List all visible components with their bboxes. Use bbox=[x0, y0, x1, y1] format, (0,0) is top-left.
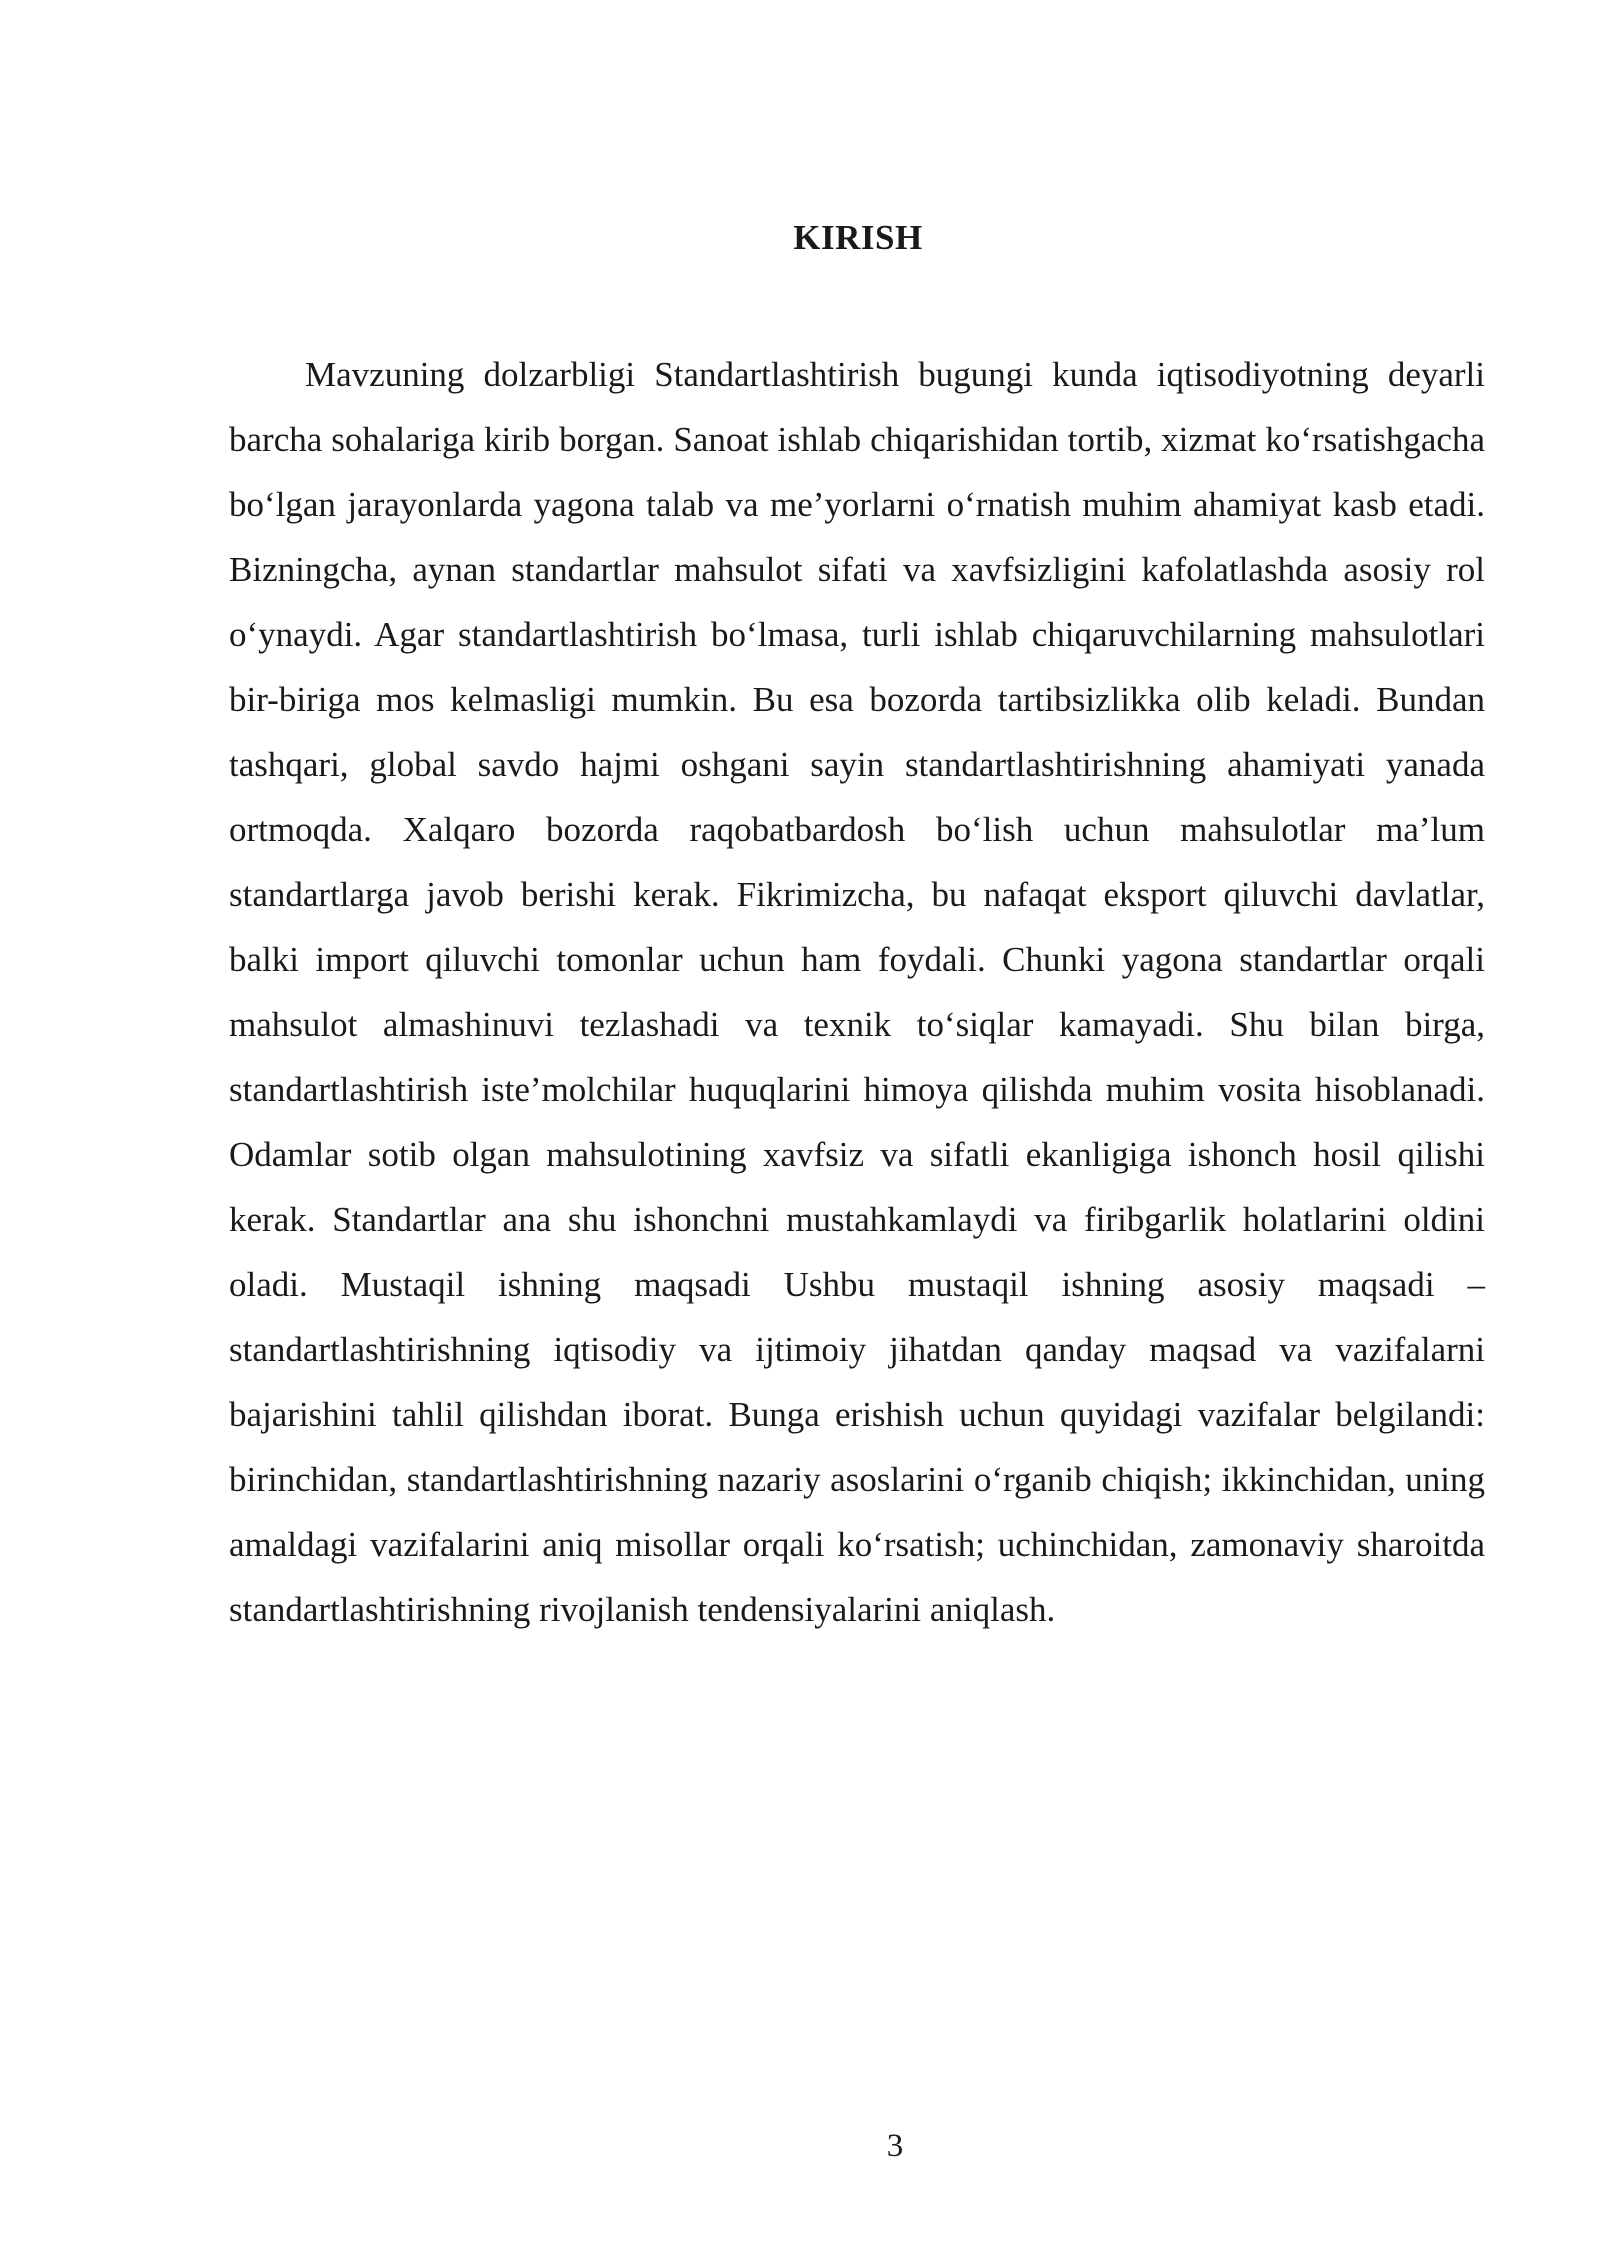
body-paragraph: Mavzuning dolzarbligi Standartlashtirish bugungi kunda iqtisodiyotning deyarli barcha sohalariga kirib borgan. Sanoat ishlab chiqarishidan tortib, xizmat ko‘rsatishgacha bo‘lgan jarayonlarda yagona talab va me’yorlarni o‘rnatish muhim ahamiyat kasb etadi. Bizningcha, aynan standartlar mahsulot sifati va xavfsizligini kafolatlashda asosiy rol o‘ynaydi. Agar standartlashtirish bo‘lmasa, turli ishlab chiqaruvchilarning mahsulotlari bir-biriga mos kelmasligi mumkin. Bu esa bozorda tartibsizlikka olib keladi. Bundan tashqari, global savdo hajmi oshgani sayin standartlashtirishning ahamiyati yanada ortmoqda. Xalqaro bozorda raqobatbardosh bo‘lish uchun mahsulotlar ma’lum standartlarga javob berishi kerak. Fikrimizcha, bu nafaqat eksport qiluvchi davlatlar, balki import qiluvchi tomonlar uchun ham foydali. Chunki yagona standartlar orqali mahsulot almashinuvi tezlashadi va texnik to‘siqlar kamayadi. Shu bilan birga, standartlashtirish iste’molchilar huquqlarini himoya qilishda muhim vosita hisoblanadi. Odamlar sotib olgan mahsulotining xavfsiz va sifatli ekanligiga ishonch hosil qilishi kerak. Standartlar ana shu ishonchni mustahkamlaydi va firibgarlik holatlarini oldini oladi. Mustaqil ishning maqsadi Ushbu mustaqil ishning asosiy maqsadi – standartlashtirishning iqtisodiy va ijtimoiy jihatdan qanday maqsad va vazifalarni bajarishini tahlil qilishdan iborat. Bunga erishish uchun quyidagi vazifalar belgilandi: birinchidan, standartlashtirishning nazariy asoslarini o‘rganib chiqish; ikkinchidan, uning amaldagi vazifalarini aniq misollar orqali ko‘rsatish; uchinchidan, zamonaviy sharoitda standartlashtirishning rivojlanish tendensiyalarini aniqlash. bbox=[229, 355, 1485, 1629]
page-number: 3 bbox=[886, 2128, 904, 2164]
section-heading: KIRISH bbox=[793, 218, 923, 257]
